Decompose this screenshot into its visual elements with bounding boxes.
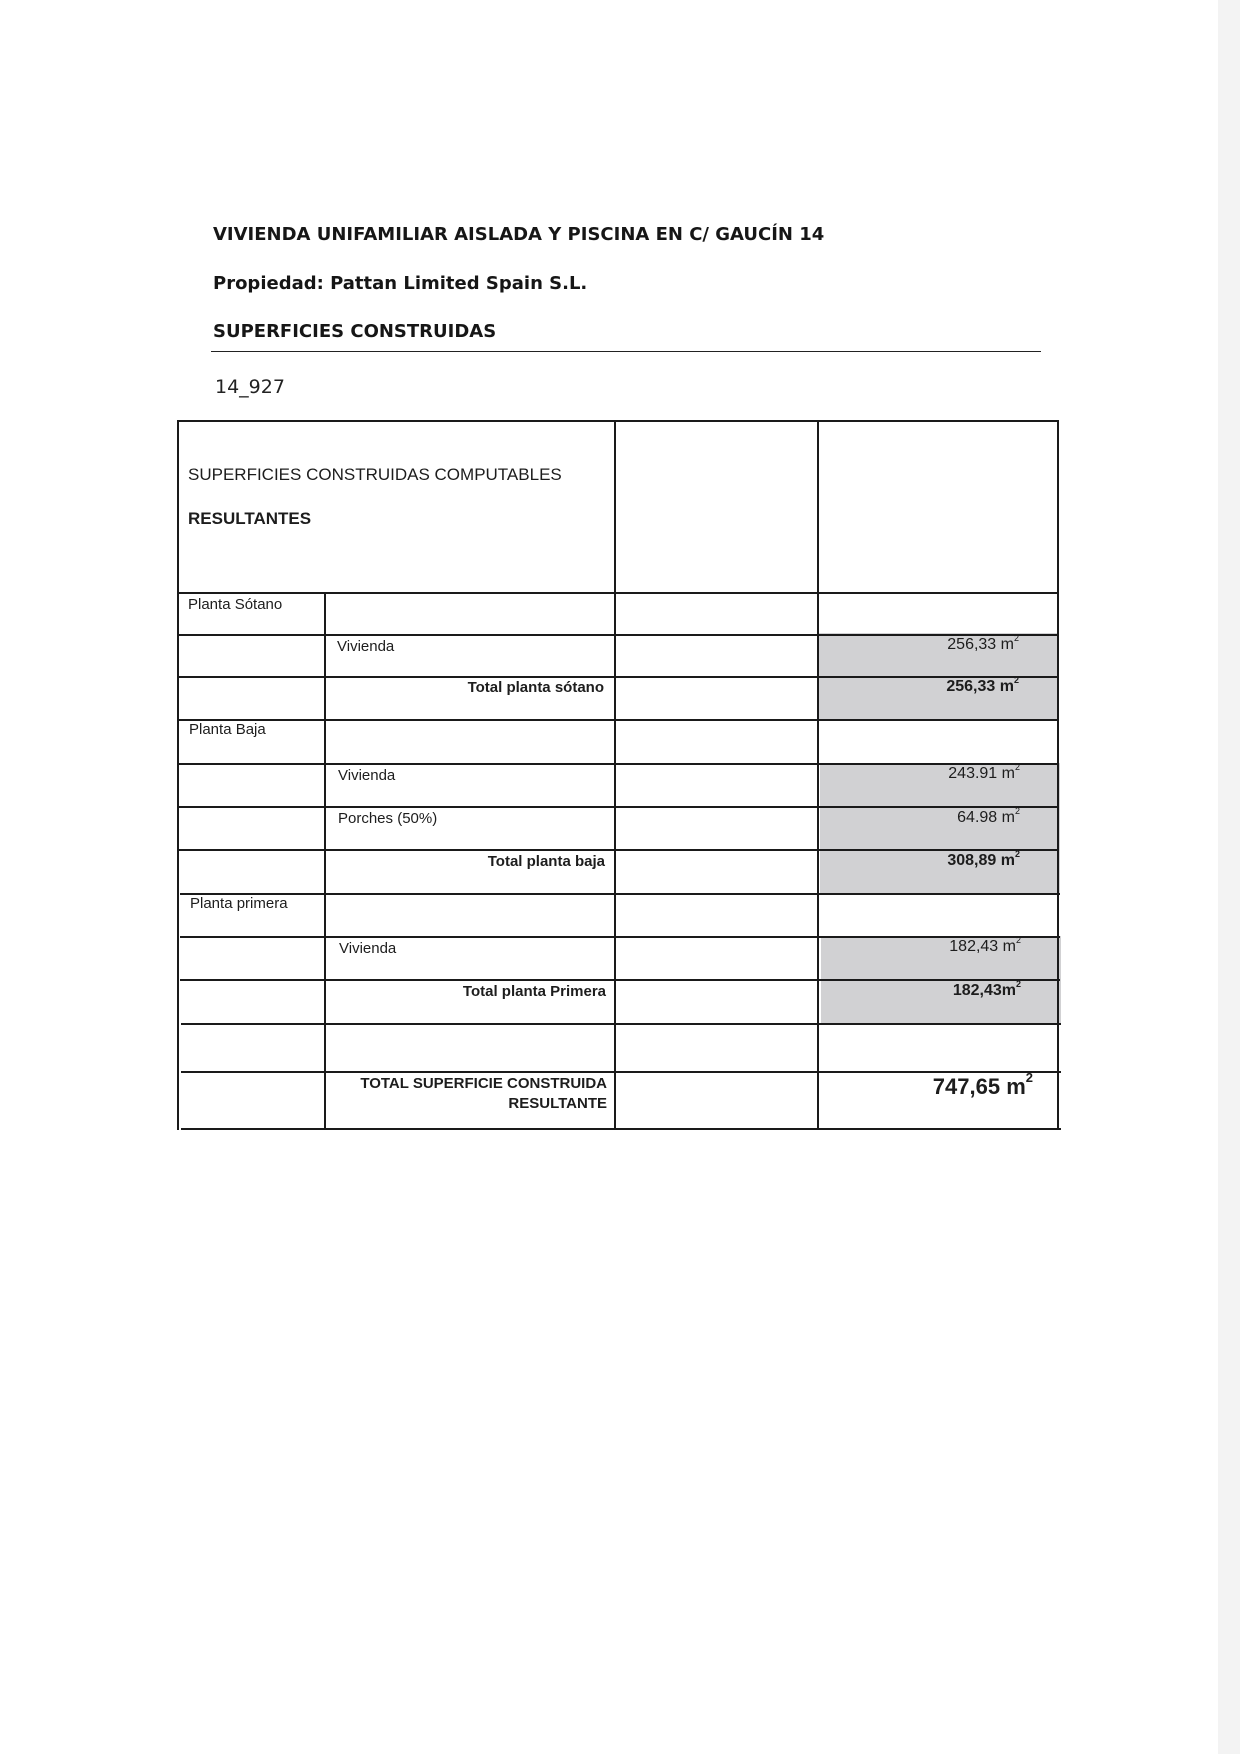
table-subheading: RESULTANTES [188, 509, 312, 528]
row-line [179, 849, 1059, 851]
primera-vivienda-value: 182,43 $m^2$ [949, 935, 1021, 955]
header-rule [211, 351, 1041, 352]
document-title: VIVIENDA UNIFAMILIAR AISLADA Y PISCINA EN C/ GAUCÍN 14 [213, 224, 825, 245]
row-line [177, 420, 1057, 422]
baja-vivienda-label: Vivienda [338, 767, 396, 784]
row-line [180, 979, 1060, 981]
section-title: SUPERFICIES CONSTRUIDAS [213, 321, 497, 342]
owner-line: Propiedad: Pattan Limited Spain S.L. [213, 273, 588, 294]
primera-vivienda-label: Vivienda [339, 940, 397, 957]
sotano-vivienda-label: Vivienda [337, 638, 395, 655]
baja-vivienda-value: 243.91 $m^2$ [948, 762, 1020, 782]
col-line [177, 420, 179, 1130]
sotano-vivienda-value: 256,33 $m^2$ [947, 633, 1019, 653]
primera-total-value: $182,43m^2$ [952, 979, 1021, 999]
sotano-total-value: 256,33 $m^2$ [946, 675, 1019, 695]
baja-total-value: 308,89 $m^2$ [947, 849, 1020, 869]
row-line [181, 1071, 1061, 1073]
col-line [817, 420, 819, 1130]
table-heading: SUPERFICIES CONSTRUIDAS COMPUTABLES [188, 465, 562, 484]
row-line [178, 719, 1058, 721]
primera-label: Planta primera [190, 895, 288, 912]
baja-total-label: Total planta baja [487, 853, 605, 870]
baja-porches-label: Porches (50%) [338, 810, 438, 827]
col-line [614, 420, 616, 1130]
row-line [177, 592, 1057, 594]
row-line [181, 1023, 1061, 1025]
row-line [180, 893, 1060, 895]
row-line [179, 806, 1059, 808]
surfaces-table [177, 420, 1060, 1130]
baja-label: Planta Baja [189, 721, 266, 738]
grand-total-value: 747,65 $m^2$ [932, 1070, 1033, 1099]
page-edge [1218, 0, 1240, 1754]
col-line [324, 592, 326, 1130]
grand-total-label: TOTAL SUPERFICIE CONSTRUIDA RESULTANTE [360, 1075, 607, 1112]
baja-porches-value: 64.98 $m^2$ [957, 806, 1020, 826]
document-code: 14_927 [215, 376, 285, 398]
primera-total-label: Total planta Primera [462, 983, 606, 1000]
col-line [1057, 420, 1059, 1130]
sotano-label: Planta Sótano [188, 596, 283, 613]
sotano-total-label: Total planta sótano [467, 679, 604, 696]
row-line [181, 1128, 1061, 1130]
